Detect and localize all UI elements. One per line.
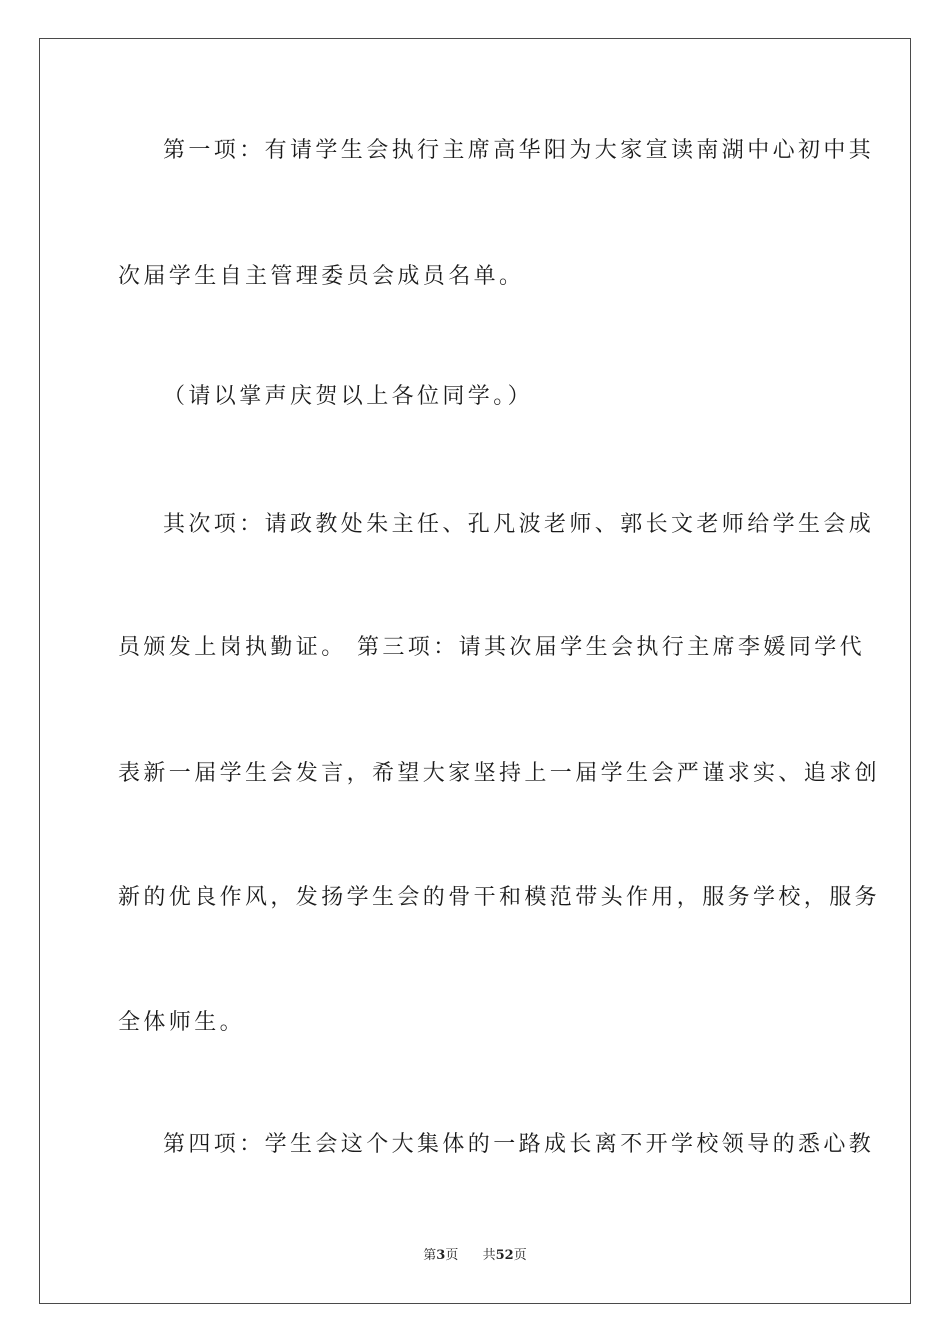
total-pages-label xyxy=(483,1247,527,1265)
total-suffix: 页 xyxy=(513,1248,527,1263)
page-border xyxy=(39,38,911,1304)
paragraph-1-line-1: 第一项：有请学生会执行主席高华阳为大家宣读南湖中心初中其 xyxy=(163,138,875,163)
page-number: 3 xyxy=(436,1248,446,1263)
page-suffix: 页 xyxy=(445,1248,459,1263)
paragraph-3-line-4: 新的优良作风，发扬学生会的骨干和模范带头作用，服务学校，服务 xyxy=(118,885,881,910)
paragraph-4-line-1: 第四项：学生会这个大集体的一路成长离不开学校领导的悉心教 xyxy=(163,1132,875,1157)
paragraph-1-line-2: 次届学生自主管理委员会成员名单。 xyxy=(118,264,525,289)
paragraph-3-line-1: 其次项：请政教处朱主任、孔凡波老师、郭长文老师给学生会成 xyxy=(163,512,875,537)
page-prefix: 第 xyxy=(423,1248,437,1263)
paragraph-3-line-2: 员颁发上岗执勤证。 第三项：请其次届学生会执行主席李媛同学代 xyxy=(118,635,865,660)
paragraph-3-line-5: 全体师生。 xyxy=(118,1010,246,1035)
page-label xyxy=(423,1247,458,1265)
total-pages: 52 xyxy=(495,1248,514,1263)
paragraph-2-line-1: （请以掌声庆贺以上各位同学。） xyxy=(163,384,534,409)
total-prefix: 共 xyxy=(482,1248,496,1263)
page-footer xyxy=(0,1247,950,1265)
paragraph-3-line-3: 表新一届学生会发言，希望大家坚持上一届学生会严谨求实、追求创 xyxy=(118,761,881,786)
